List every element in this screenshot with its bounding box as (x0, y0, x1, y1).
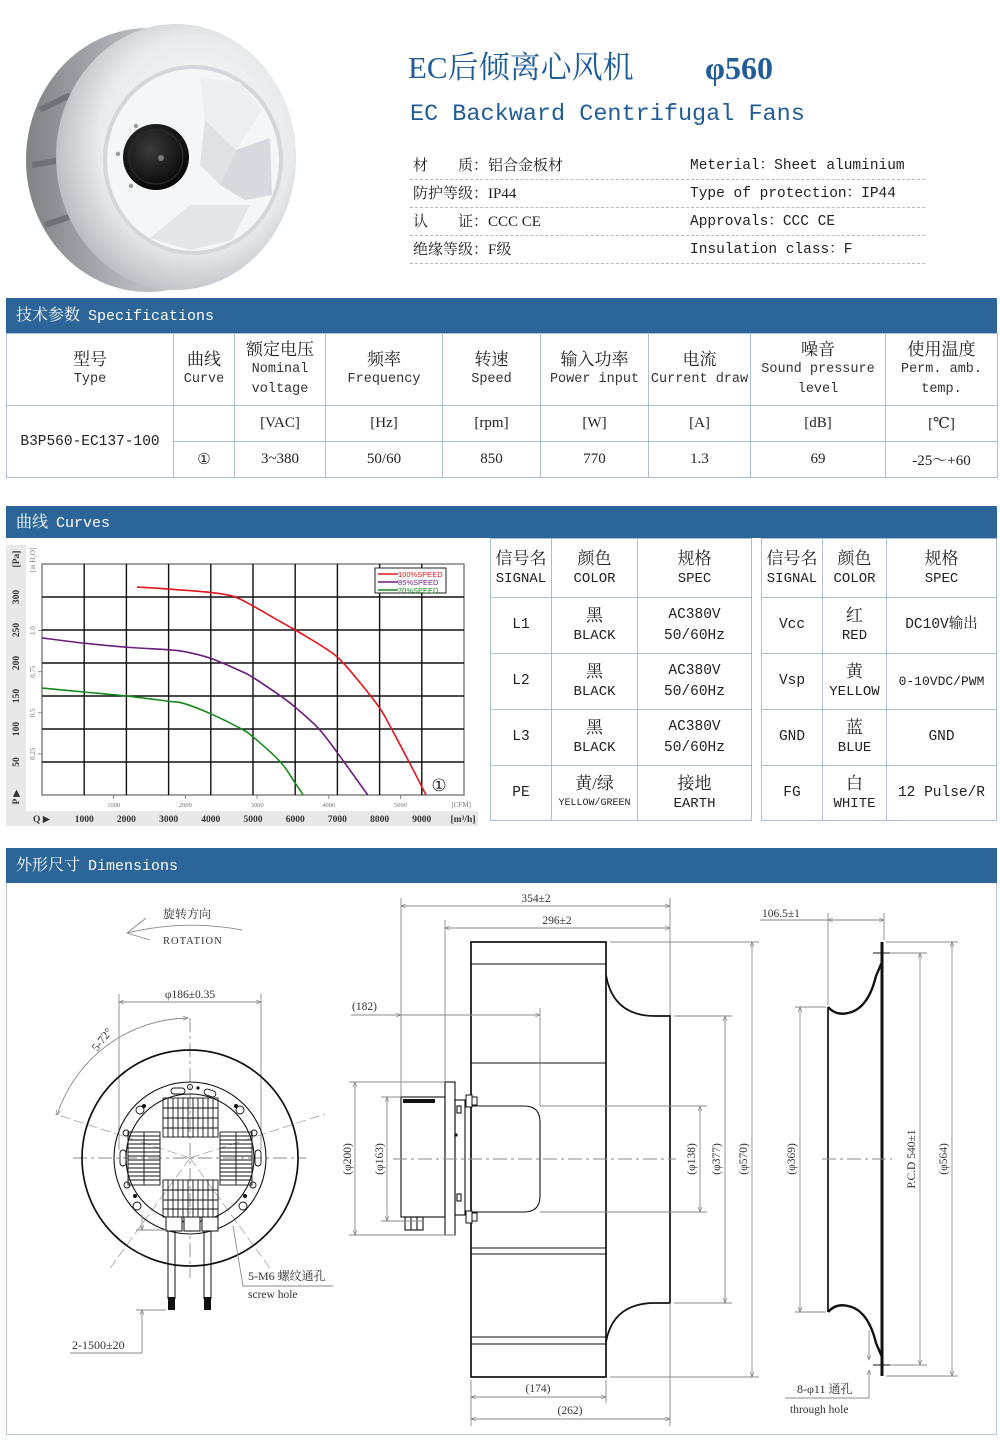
spec-header-en: SPEC (677, 570, 712, 587)
spec-col-power: 输入功率 Power input (541, 334, 649, 406)
x-axis-symbol: Q ▶ (33, 815, 51, 825)
signal-name: FG (762, 766, 823, 821)
signal-spec: 12 Pulse/R (887, 766, 997, 821)
signal-name: L1 (491, 598, 552, 654)
x-tick-label: 3000 (159, 815, 179, 825)
signal-header-en: SIGNAL (766, 570, 818, 587)
y2-tick-label: 1.0 (29, 626, 37, 635)
signal-name: Vsp (762, 654, 823, 710)
y-axis-strip (6, 545, 26, 812)
wire-color-en: BLACK (573, 628, 616, 644)
property-row-insulation (410, 236, 925, 264)
dim-blade-width: (174) (525, 1383, 551, 1395)
property-english: Type of protection：IP44 (690, 186, 896, 202)
x2-tick-label: 4000 (322, 802, 336, 809)
property-label: 认 证： (413, 214, 489, 230)
signal-name: PE (491, 766, 552, 821)
signal-spec: 0-10VDC/PWM (887, 654, 997, 710)
property-english: Meterial：Sheet aluminium (690, 158, 905, 174)
property-english: Insulation class：F (690, 242, 853, 258)
signal-spec: DC10V输出 (887, 598, 997, 654)
y2-tick-label: 0.25 (29, 747, 37, 761)
section-title-cn: 技术参数 (16, 307, 81, 324)
property-row-material (410, 152, 925, 180)
color-header-cn: 颜色 (577, 548, 612, 568)
property-value: IP44 (488, 186, 517, 202)
page-title: EC后倾离心风机 (408, 50, 634, 85)
signal-name: Vcc (762, 598, 823, 654)
section-title-en: Curves (56, 515, 111, 532)
dim-ring-depth: 106.5±1 (762, 908, 800, 920)
x-tick-label: 5000 (243, 815, 263, 825)
wire-color-cn: 黄/绿 (575, 773, 614, 793)
spec-col-curve: 曲线 Curve (174, 334, 235, 406)
property-list (410, 152, 925, 264)
spec-unit: [dB] (751, 406, 886, 442)
property-value: CCC CE (488, 214, 541, 230)
x-tick-label: 2000 (116, 815, 136, 825)
signal-spec: AC380V (668, 662, 721, 679)
spec-col-current: 电流 Current draw (649, 334, 751, 406)
section-title-cn: 外形尺寸 (16, 857, 81, 874)
x-tick-label: 8000 (370, 815, 390, 825)
signal-row (762, 710, 997, 766)
signal-row (762, 598, 997, 654)
cable-end (204, 1297, 211, 1310)
dim-impeller-length: 296±2 (542, 915, 572, 927)
signal-spec: 50/60Hz (664, 683, 725, 700)
x-tick-label: 9000 (412, 815, 432, 825)
signal-header-en: SIGNAL (495, 570, 547, 587)
spec-value-temperature: -25～+60 (886, 442, 998, 478)
y-tick-label: 50 (12, 757, 22, 767)
spec-value-speed: 850 (443, 442, 541, 478)
y-tick-label: 150 (12, 688, 22, 704)
signal-spec: 接地 (677, 773, 712, 793)
inlet-shroud (606, 975, 670, 1342)
spec-col-frequency: 频率 Frequency (326, 334, 443, 406)
mount-holes-label-cn: 8-φ11 通孔 (797, 1382, 853, 1396)
spec-unit: [rpm] (443, 406, 541, 442)
inlet-ring-drawing (760, 908, 958, 1416)
dimension-drawings (0, 883, 1000, 1440)
specifications-table (6, 333, 998, 478)
spec-model: B3P560-EC137-100 (7, 406, 174, 478)
screw-hole-label-cn: 5-M6 螺纹通孔 (248, 1269, 326, 1283)
x2-tick-label: 1000 (107, 802, 121, 809)
color-header-en: COLOR (573, 570, 616, 587)
screw-hole-label-en: screw hole (248, 1289, 298, 1301)
electronics-box (401, 1097, 445, 1217)
property-row-protection (410, 180, 925, 208)
page-title-size: φ560 (705, 50, 773, 86)
dim-motor-offset: (182) (352, 1001, 377, 1013)
spec-col-temperature: 使用温度 Perm. amb. temp. (886, 334, 998, 406)
section-header-dimensions (6, 848, 997, 883)
signal-row (762, 766, 997, 821)
dim-hole-angle: 5-72° (89, 1026, 116, 1054)
dim-box-diameter: (φ163) (374, 1143, 386, 1175)
wire-color-cn: 黄 (846, 662, 863, 681)
property-value: 铝合金板材 (488, 158, 564, 174)
x2-tick-label: 2000 (178, 802, 192, 809)
cable-gland (405, 1217, 423, 1230)
signal-name: GND (762, 710, 823, 766)
dim-pitch-circle: P.C.D 540±1 (906, 1129, 918, 1189)
y-tick-label: 100 (12, 721, 22, 737)
y-tick-label: 300 (12, 589, 22, 605)
dim-overall-length: 354±2 (521, 893, 551, 905)
spec-unit: [W] (541, 406, 649, 442)
wire-color-cn: 黑 (586, 718, 603, 737)
signal-row (491, 598, 752, 654)
flange-features (120, 1085, 261, 1211)
property-english: Approvals：CCC CE (690, 214, 836, 230)
spec-curve-marker: ① (174, 442, 235, 478)
dim-ring-outer-diameter: (φ564) (938, 1143, 950, 1175)
dim-inlet-diameter: (φ377) (711, 1143, 723, 1175)
x2-axis-unit: [CFM] (451, 801, 471, 809)
section-title-cn: 曲线 (16, 514, 49, 531)
spec-col-type: 型号 Type (7, 334, 174, 406)
y2-tick-label: 0.5 (29, 708, 37, 718)
y2-axis-unit: [in H₂O] (29, 547, 37, 573)
dim-total-width: (262) (557, 1405, 583, 1417)
motor-hub (123, 124, 189, 190)
signal-name: L3 (491, 710, 552, 766)
y-tick-label: 250 (12, 622, 22, 638)
signal-header-row (762, 539, 997, 598)
performance-curve-chart (6, 540, 478, 826)
legend-label: 70%SPEED (398, 586, 439, 595)
section-title-en: Specifications (88, 308, 215, 325)
wire-color-cn: 黑 (586, 662, 603, 681)
spec-unit: [Hz] (326, 406, 443, 442)
x2-tick-label: 5000 (393, 802, 407, 809)
y-tick-label: 200 (12, 655, 22, 671)
x-tick-label: 7000 (327, 815, 347, 825)
page-subtitle: EC Backward Centrifugal Fans (410, 101, 805, 128)
side-view-drawing (342, 893, 759, 1426)
spec-header-en: SPEC (924, 570, 959, 587)
dim-cable-length: 2-1500±20 (72, 1338, 125, 1352)
spec-col-noise: 噪音 Sound pressure level (751, 334, 886, 406)
rotation-label-cn: 旋转方向 (163, 907, 212, 921)
signal-row (491, 710, 752, 766)
spec-value-power: 770 (541, 442, 649, 478)
impeller-body (471, 942, 606, 1377)
signal-spec: AC380V (668, 718, 721, 735)
color-header-cn: 颜色 (837, 548, 872, 568)
property-label: 绝缘等级： (413, 242, 489, 258)
mounting-plate (445, 1082, 455, 1235)
section-header-specifications (6, 298, 997, 333)
x-axis-unit: [m³/h] (450, 815, 476, 825)
x-tick-label: 1000 (74, 815, 94, 825)
spec-value-current: 1.3 (649, 442, 751, 478)
legend-label: 100%SPEED (398, 570, 443, 579)
spec-value-noise: 69 (751, 442, 886, 478)
signal-row (491, 766, 752, 821)
spec-value-voltage: 3~380 (235, 442, 326, 478)
x2-tick-label: 3000 (250, 802, 264, 809)
cable-end (168, 1297, 175, 1310)
spec-unit: [℃] (886, 406, 998, 442)
signal-spec: 50/60Hz (664, 627, 725, 644)
dim-hub-diameter: (φ138) (686, 1143, 698, 1175)
wire-color-cn: 蓝 (846, 718, 863, 737)
y2-tick-label: 0.75 (29, 665, 37, 678)
spec-col-speed: 转速 Speed (443, 334, 541, 406)
legend-label: 85%SPEED (398, 578, 439, 587)
wire-color-en: WHITE (833, 795, 876, 812)
fan-product-photo (0, 0, 300, 295)
dim-ring-inlet-diameter: (φ369) (786, 1143, 798, 1175)
dim-bolt-circle: φ186±0.35 (164, 989, 216, 1001)
signal-spec: AC380V (668, 606, 721, 623)
signal-table-control (761, 538, 997, 821)
property-label: 防护等级： (413, 186, 489, 202)
spec-value-frequency: 50/60 (326, 442, 443, 478)
signal-header-row (491, 539, 752, 598)
signal-table-power (490, 538, 752, 821)
signal-spec: GND (887, 710, 997, 766)
spec-unit: [VAC] (235, 406, 326, 442)
wire-color-en: RED (841, 628, 868, 644)
spec-unit: [A] (649, 406, 751, 442)
spec-header-cn: 规格 (924, 548, 959, 568)
rotation-label-en: ROTATION (163, 936, 223, 947)
signal-row (491, 654, 752, 710)
dim-flange-diameter: (φ200) (342, 1143, 354, 1175)
signal-row (762, 654, 997, 710)
rotation-arrow-icon (127, 925, 242, 933)
x-tick-label: 6000 (285, 815, 305, 825)
signal-header-cn: 信号名 (766, 548, 818, 568)
wire-color-en: BLUE (837, 740, 872, 756)
signal-name: L2 (491, 654, 552, 710)
property-value: F级 (488, 242, 512, 258)
spec-col-voltage: 额定电压 Nominal voltage (235, 334, 326, 406)
wire-color-en: YELLOW/GREEN (558, 797, 631, 809)
property-label: 材 质： (413, 158, 489, 174)
spec-units-row (7, 406, 998, 442)
x-tick-label: 4000 (201, 815, 221, 825)
property-row-approvals (410, 208, 925, 236)
wire-color-en: YELLOW (829, 684, 880, 700)
wire-color-en: BLACK (573, 740, 616, 756)
wire-color-cn: 红 (846, 606, 863, 625)
signal-spec: 50/60Hz (664, 739, 725, 756)
front-view-drawing (55, 906, 333, 1353)
section-header-curves (6, 506, 997, 538)
wire-color-cn: 黑 (586, 606, 603, 625)
wire-color-en: BLACK (573, 684, 616, 700)
spec-header-row (7, 334, 998, 406)
signal-spec: EARTH (673, 795, 716, 812)
y-axis-symbol: P ▶ (12, 789, 22, 805)
section-title-en: Dimensions (88, 858, 179, 875)
wire-color-cn: 白 (846, 773, 863, 793)
cable-connectors (166, 1217, 218, 1231)
curve-marker: ① (431, 776, 447, 795)
dim-outer-diameter: (φ570) (738, 1143, 750, 1175)
color-header-en: COLOR (833, 570, 876, 587)
spec-header-cn: 规格 (677, 548, 712, 568)
spec-unit-curve (174, 406, 235, 442)
signal-header-cn: 信号名 (495, 548, 547, 568)
mount-holes-label-en: through hole (790, 1404, 849, 1416)
y-axis-unit: [Pa] (12, 550, 22, 568)
